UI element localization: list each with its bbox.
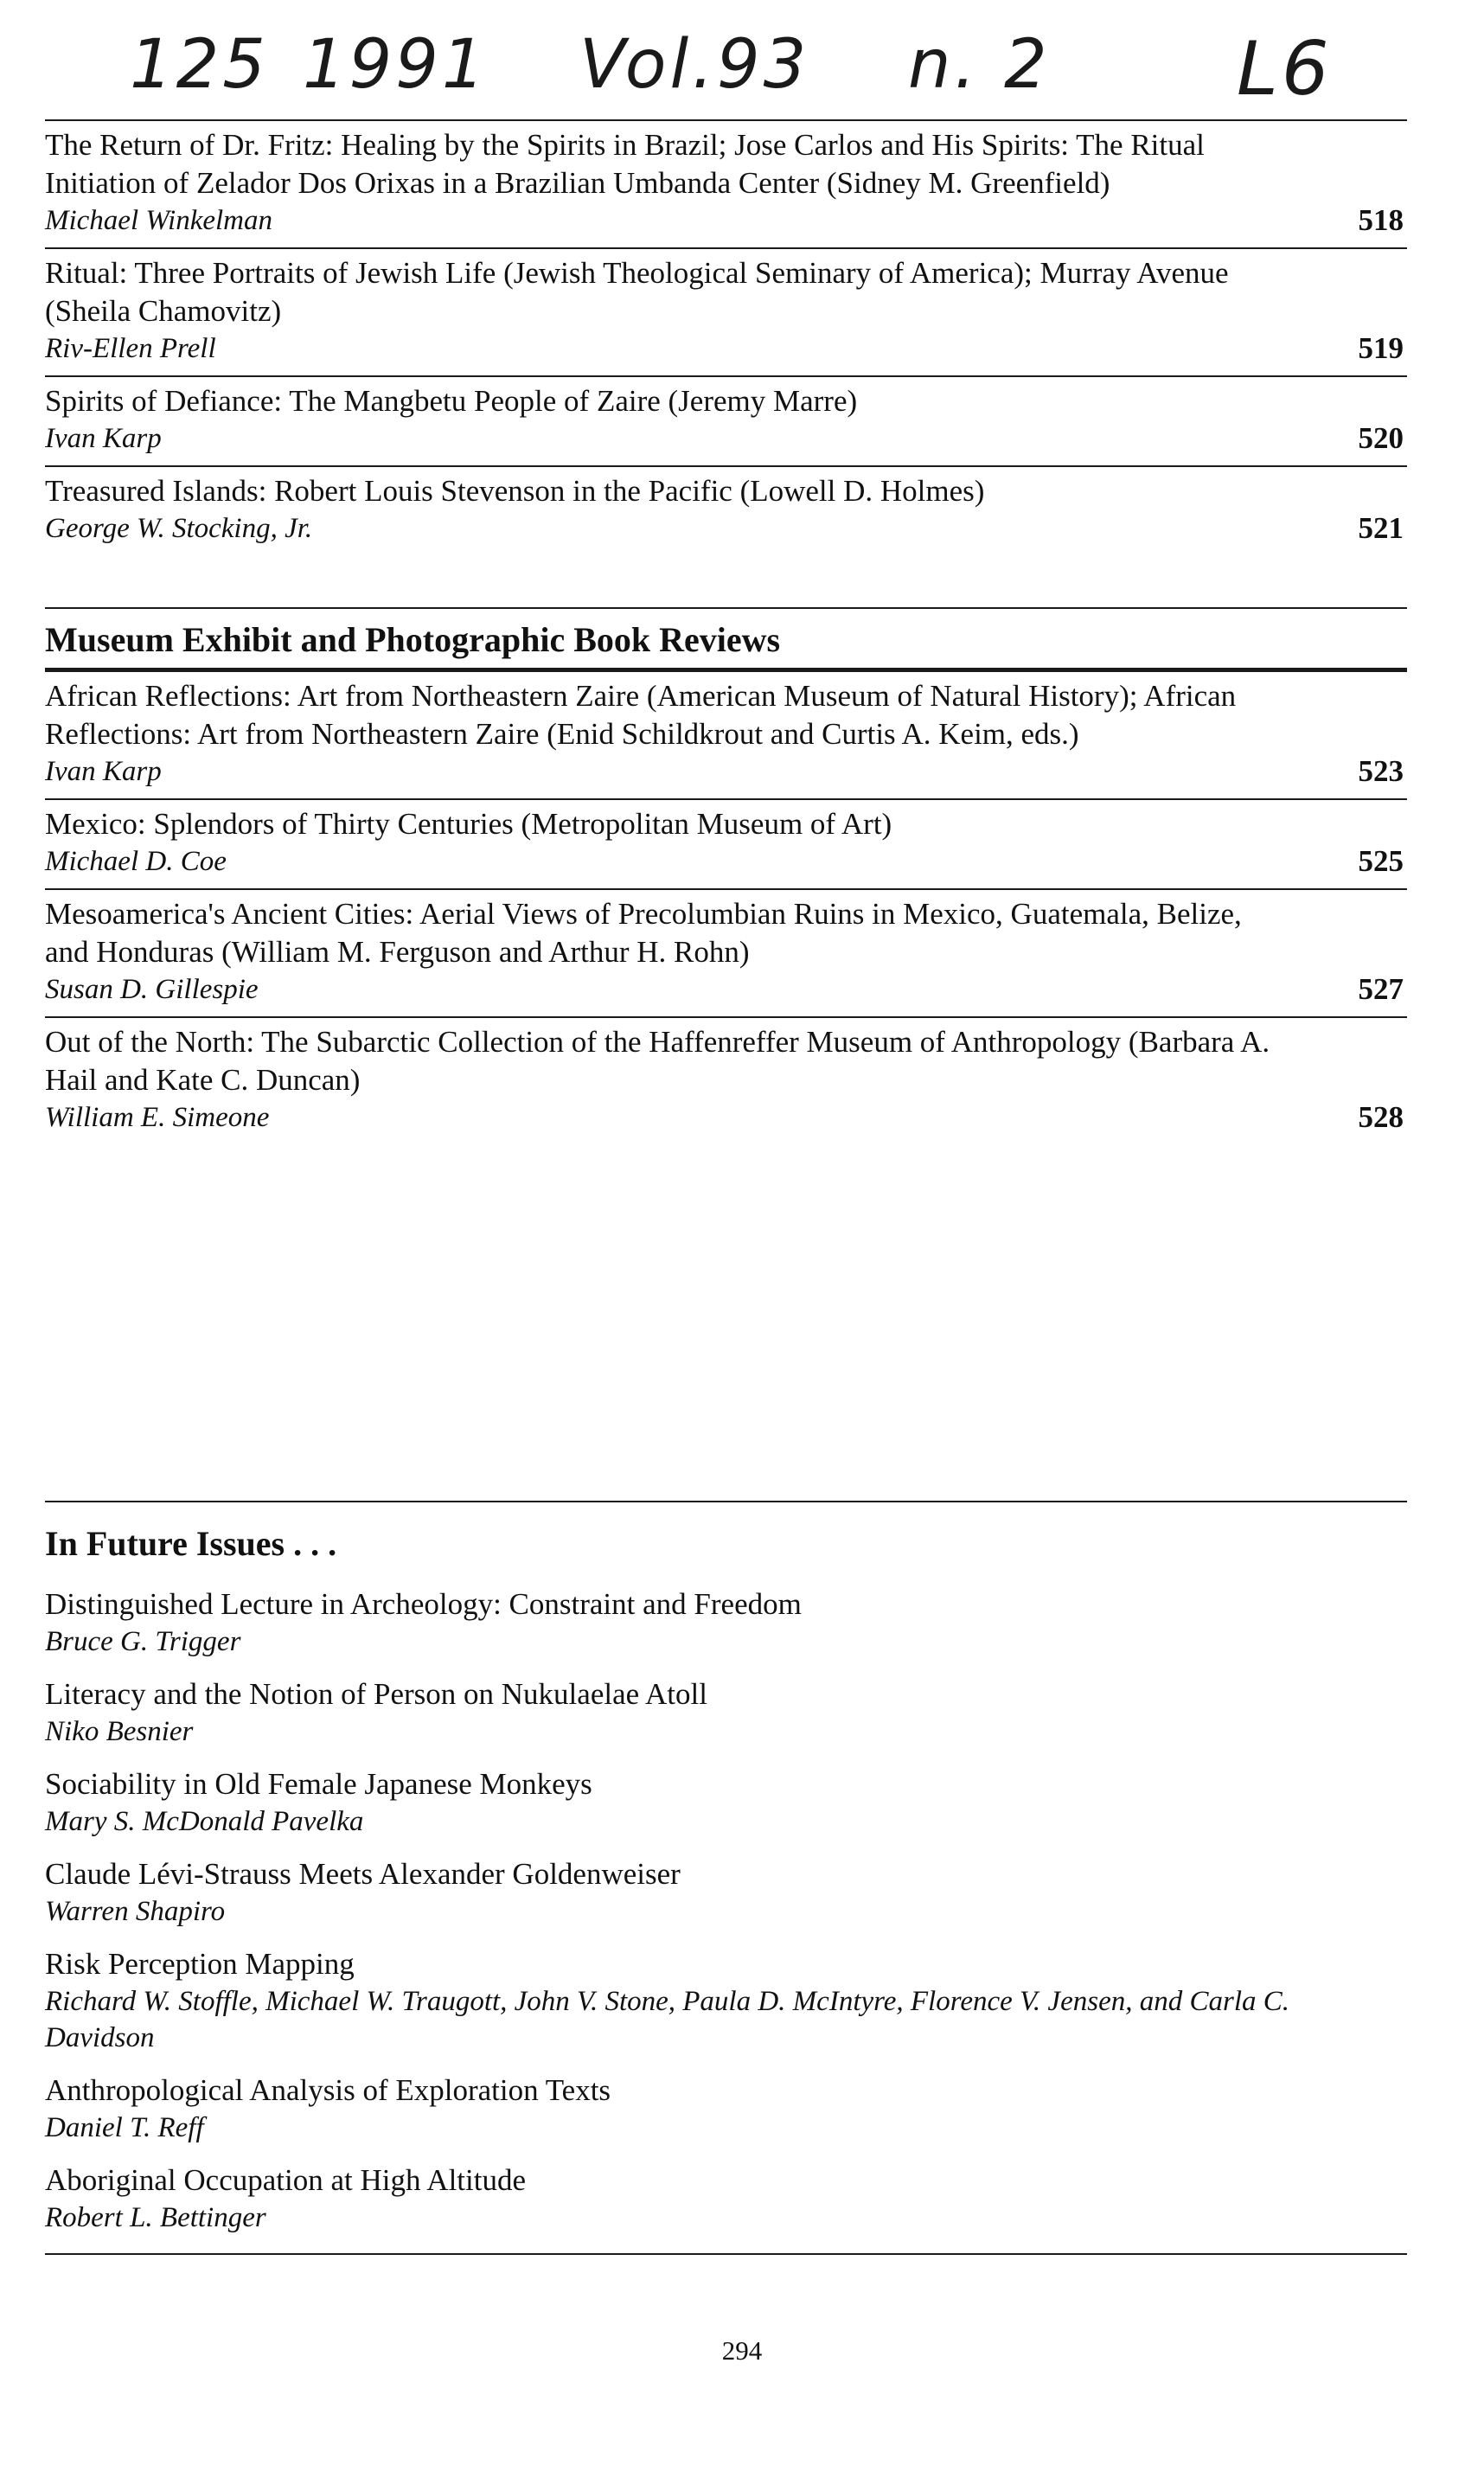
entry-page-number: 520: [1358, 421, 1404, 455]
entry-title: Mesoamerica's Ancient Cities: Aerial Views of Precolumbian Ruins in Mexico, Guatemala, Belize, and Honduras (William M. Ferguson and Arthur H. Rohn): [45, 897, 1242, 969]
entry-page-number: 518: [1358, 203, 1404, 237]
entry-author: Daniel T. Reff: [45, 2112, 204, 2143]
section-heading: In Future Issues . . .: [45, 1524, 337, 1563]
entry-title: Anthropological Analysis of Exploration Texts: [45, 2073, 611, 2107]
entry-author: Michael Winkelman: [45, 205, 273, 236]
museum-reviews-section: [45, 607, 1407, 1144]
list-item: [45, 2161, 1407, 2236]
entry-author: Niko Besnier: [45, 1716, 194, 1747]
entry-title: Literacy and the Notion of Person on Nukulaelae Atoll: [45, 1677, 707, 1711]
future-issues-section: [45, 1501, 1407, 2251]
entry-author: William E. Simeone: [45, 1102, 270, 1133]
list-item: [45, 375, 1407, 465]
entry-page-number: 525: [1358, 844, 1404, 878]
page-number: 294: [721, 2335, 763, 2366]
list-item: [45, 1765, 1407, 1840]
entry-title: Risk Perception Mapping: [45, 1947, 355, 1981]
entry-title: Claude Lévi-Strauss Meets Alexander Goldenweiser: [45, 1857, 681, 1891]
list-item: [45, 888, 1407, 1016]
entry-title: Spirits of Defiance: The Mangbetu People of Zaire (Jeremy Marre): [45, 384, 858, 418]
list-item: [45, 798, 1407, 888]
entry-title: Out of the North: The Subarctic Collection of the Haffenreffer Museum of Anthropology (Barbara A. Hail and Kate C. Duncan): [45, 1025, 1270, 1097]
entry-author: Ivan Karp: [45, 756, 162, 787]
handwritten-year: 1991: [303, 26, 489, 104]
entry-title: African Reflections: Art from Northeastern Zaire (American Museum of Natural History); African Reflections: Art from Northeastern Zaire (Enid Schildkrout and Curtis A. Keim, eds.): [45, 679, 1237, 751]
list-item: [45, 465, 1407, 555]
list-item: [45, 247, 1407, 375]
entry-title: The Return of Dr. Fritz: Healing by the Spirits in Brazil; Jose Carlos and His Spirits: The Ritual Initiation of Zelador Dos Orixas in a Brazilian Umbanda Center (Sidney M. Greenfield): [45, 128, 1205, 200]
section-heading: Museum Exhibit and Photographic Book Reviews: [45, 620, 781, 659]
entry-page-number: 523: [1358, 754, 1404, 788]
list-item: [45, 672, 1407, 798]
entry-title: Sociability in Old Female Japanese Monkeys: [45, 1767, 592, 1801]
list-item: [45, 121, 1407, 247]
list-item: [45, 1945, 1407, 2056]
list-item: [45, 1675, 1407, 1750]
list-item: [45, 1855, 1407, 1930]
entry-title: Distinguished Lecture in Archeology: Constraint and Freedom: [45, 1587, 802, 1621]
entry-author: Robert L. Bettinger: [45, 2202, 266, 2233]
entry-page-number: 521: [1358, 511, 1404, 545]
entry-page-number: 527: [1358, 972, 1404, 1006]
entry-author: Warren Shapiro: [45, 1896, 226, 1927]
handwritten-issue: n. 2: [908, 26, 1051, 104]
list-item: [45, 2072, 1407, 2146]
entry-page-number: 519: [1358, 331, 1404, 365]
museum-reviews-list: [45, 672, 1407, 1144]
entry-author: Susan D. Gillespie: [45, 974, 259, 1005]
entry-author: Ivan Karp: [45, 423, 162, 454]
handwritten-number: 125: [130, 26, 269, 104]
entry-title: Treasured Islands: Robert Louis Stevenson in the Pacific (Lowell D. Holmes): [45, 474, 985, 508]
entry-title: Mexico: Splendors of Thirty Centuries (Metropolitan Museum of Art): [45, 807, 892, 841]
handwritten-volume: Vol.93: [579, 26, 810, 104]
entry-author: Riv-Ellen Prell: [45, 333, 216, 364]
list-item: [45, 1585, 1407, 1660]
entry-author: Bruce G. Trigger: [45, 1626, 241, 1657]
bottom-divider: [45, 2253, 1407, 2255]
entry-author: Richard W. Stoffle, Michael W. Traugott, John V. Stone, Paula D. McIntyre, Florence V. Jensen, and Carla C. Davidson: [45, 1986, 1289, 2053]
entry-author: George W. Stocking, Jr.: [45, 513, 313, 544]
entry-page-number: 528: [1358, 1100, 1404, 1134]
list-item: [45, 1016, 1407, 1144]
film-reviews-list: [45, 119, 1407, 555]
future-issues-list: [45, 1585, 1407, 2236]
entry-title: Aboriginal Occupation at High Altitude: [45, 2163, 527, 2197]
entry-author: Michael D. Coe: [45, 846, 227, 877]
entry-title: Ritual: Three Portraits of Jewish Life (Jewish Theological Seminary of America); Murray Avenue (Sheila Chamovitz): [45, 256, 1229, 328]
handwritten-code: L6: [1237, 26, 1333, 112]
entry-author: Mary S. McDonald Pavelka: [45, 1806, 364, 1837]
handwritten-annotation: [130, 26, 1401, 121]
